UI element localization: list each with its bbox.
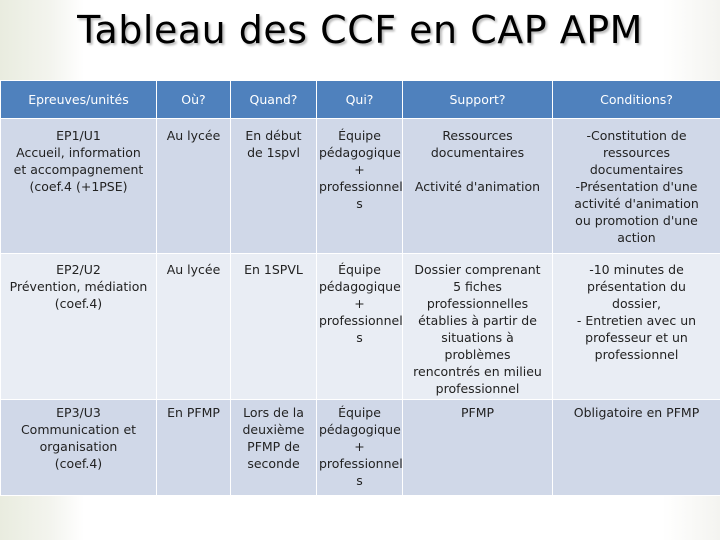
conditions-line: professionnel — [594, 347, 679, 362]
header-conditions: Conditions? — [553, 81, 720, 119]
header-ou: Où? — [157, 81, 231, 119]
table-row-ep3 — [1, 400, 720, 496]
qui-line: s — [356, 473, 363, 488]
support-line: établies à partir de — [418, 313, 537, 328]
conditions-line: professeur et un — [585, 330, 688, 345]
cell-ou: En PFMP — [157, 400, 231, 496]
quand-line: de 1spvl — [247, 145, 300, 160]
qui-line: pédagogique — [319, 145, 401, 160]
epreuve-line: organisation — [39, 439, 118, 454]
cell-qui — [317, 400, 403, 496]
qui-line: + — [354, 439, 365, 454]
cell-quand — [231, 400, 317, 496]
conditions-line: ressources — [602, 145, 671, 160]
qui-line: professionnel — [319, 456, 403, 471]
header-qui: Qui? — [317, 81, 403, 119]
qui-line: pédagogique — [319, 279, 401, 294]
qui-line: s — [356, 196, 363, 211]
conditions-line: -Présentation d'une — [575, 179, 698, 194]
conditions-line: activité d'animation — [574, 196, 699, 211]
cell-epreuve — [1, 254, 157, 400]
qui-line: + — [354, 162, 365, 177]
epreuve-line: Accueil, information — [16, 145, 141, 160]
cell-conditions — [553, 119, 720, 254]
cell-quand — [231, 254, 317, 400]
support-line: Dossier comprenant — [414, 262, 541, 277]
cell-epreuve — [1, 119, 157, 254]
quand-line: Lors de la — [243, 405, 304, 420]
conditions-line: -10 minutes de — [589, 262, 684, 277]
conditions-line: documentaires — [589, 162, 684, 177]
ccf-table — [0, 80, 720, 496]
cell-ou: Au lycée — [157, 119, 231, 254]
cell-ou: Au lycée — [157, 254, 231, 400]
support-line: Ressources — [442, 128, 513, 143]
cell-qui — [317, 254, 403, 400]
header-epreuves: Epreuves/unités — [1, 81, 157, 119]
qui-line: Équipe — [338, 405, 381, 420]
support-line: professionnelles — [426, 296, 529, 311]
conditions-line: dossier, — [612, 296, 661, 311]
quand-line: seconde — [247, 456, 300, 471]
qui-line: pédagogique — [319, 422, 401, 437]
support-line: situations à — [441, 330, 514, 345]
epreuve-coef: (coef.4 (+1PSE) — [29, 179, 128, 194]
conditions-line: ou promotion d'une — [575, 213, 698, 228]
epreuve-code: EP2/U2 — [56, 262, 101, 277]
qui-line: + — [354, 296, 365, 311]
conditions-line: présentation du — [587, 279, 686, 294]
support-line: rencontrés en milieu — [413, 364, 542, 379]
support-line: PFMP — [460, 405, 495, 420]
support-line: 5 fiches — [453, 279, 502, 294]
epreuve-code: EP3/U3 — [56, 405, 101, 420]
support-line: Activité d'animation — [414, 179, 541, 194]
page-title: Tableau des CCF en CAP APM — [77, 8, 643, 52]
cell-qui — [317, 119, 403, 254]
cell-conditions — [553, 400, 720, 496]
conditions-line: Obligatoire en PFMP — [573, 405, 700, 420]
qui-line: professionnel — [319, 313, 403, 328]
cell-support — [403, 400, 553, 496]
conditions-line: action — [617, 230, 656, 245]
epreuve-code: EP1/U1 — [56, 128, 101, 143]
quand-line: En 1SPVL — [244, 262, 303, 277]
support-spacer — [405, 161, 550, 178]
qui-line: professionnel — [319, 179, 403, 194]
header-row — [1, 81, 720, 119]
conditions-line: -Constitution de — [586, 128, 687, 143]
support-line: professionnel — [435, 381, 520, 396]
support-line: documentaires — [430, 145, 525, 160]
cell-quand — [231, 119, 317, 254]
epreuve-line: et accompagnement — [13, 162, 144, 177]
cell-epreuve — [1, 400, 157, 496]
header-quand: Quand? — [231, 81, 317, 119]
support-line: problèmes — [444, 347, 511, 362]
qui-line: s — [356, 330, 363, 345]
qui-line: Équipe — [338, 262, 381, 277]
cell-conditions — [553, 254, 720, 400]
epreuve-line: Prévention, médiation — [9, 279, 148, 294]
quand-line: En début — [245, 128, 302, 143]
header-support: Support? — [403, 81, 553, 119]
table-row-ep1 — [1, 119, 720, 254]
conditions-line: - Entretien avec un — [576, 313, 697, 328]
qui-line: Équipe — [338, 128, 381, 143]
quand-line: PFMP de — [247, 439, 300, 454]
quand-line: deuxième — [242, 422, 305, 437]
table-row-ep2 — [1, 254, 720, 400]
cell-support — [403, 254, 553, 400]
epreuve-coef: (coef.4) — [54, 456, 103, 471]
cell-support — [403, 119, 553, 254]
epreuve-coef: (coef.4) — [54, 296, 103, 311]
epreuve-line: Communication et — [20, 422, 137, 437]
